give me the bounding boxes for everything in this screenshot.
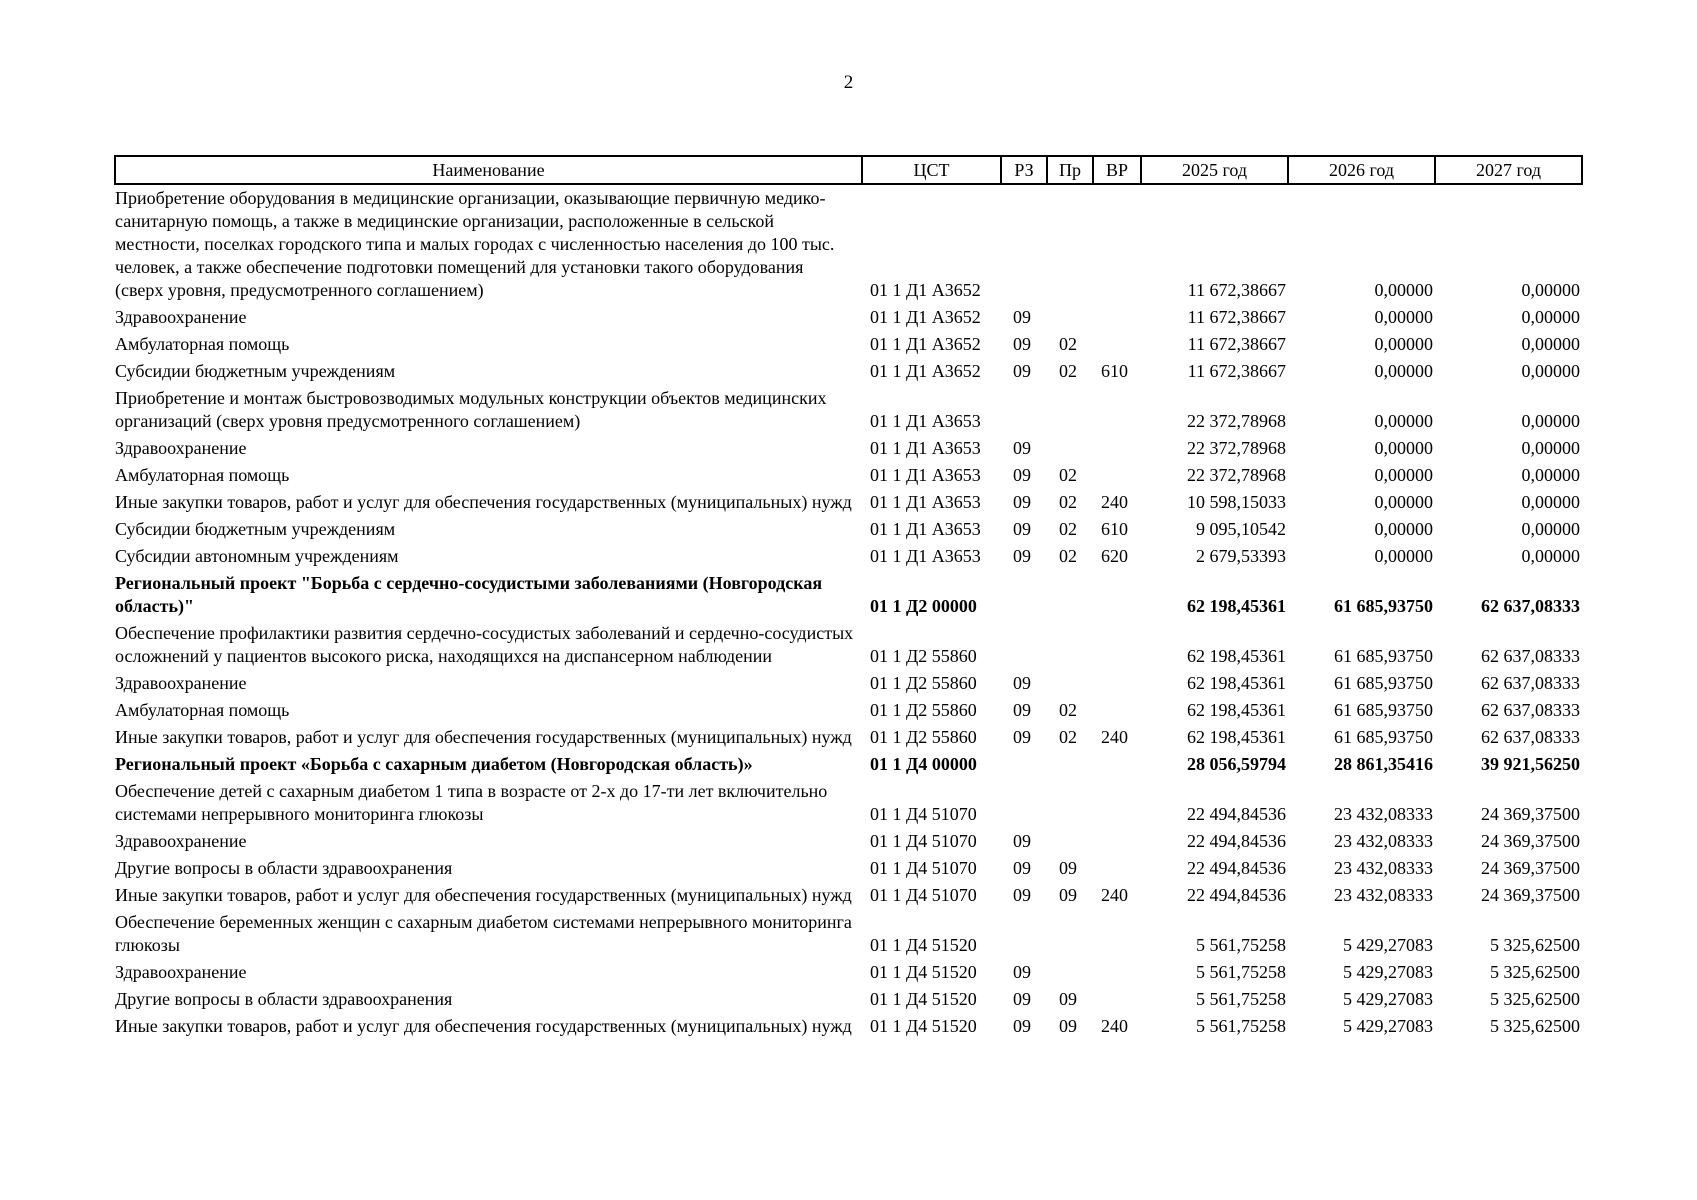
cell-name: Амбулаторная помощь bbox=[115, 334, 290, 354]
cell-cst: 01 1 Д4 51070 bbox=[870, 804, 977, 824]
cell-vr bbox=[1093, 670, 1141, 697]
cell-pr: 02 bbox=[1059, 465, 1077, 485]
cell-rz: 09 bbox=[1013, 885, 1031, 905]
cell-2026: 23 432,08333 bbox=[1334, 804, 1433, 824]
cell-rz: 09 bbox=[1013, 700, 1031, 720]
cell-name: Региональный проект "Борьба с сердечно-сосудистыми заболеваниями (Новгородская область)" bbox=[115, 573, 823, 616]
cell-2026: 0,00000 bbox=[1374, 411, 1433, 431]
cell-name: Амбулаторная помощь bbox=[115, 700, 290, 720]
cell-vr bbox=[1093, 184, 1141, 304]
cell-2026: 5 429,27083 bbox=[1343, 989, 1433, 1009]
cell-name: Другие вопросы в области здравоохранения bbox=[115, 858, 453, 878]
cell-cst: 01 1 Д1 А3653 bbox=[870, 546, 981, 566]
cell-vr bbox=[1093, 462, 1141, 489]
cell-2026: 61 685,93750 bbox=[1334, 673, 1433, 693]
table-row bbox=[115, 304, 1582, 331]
cell-rz: 09 bbox=[1013, 361, 1031, 381]
header-2027: 2027 год bbox=[1435, 156, 1582, 184]
cell-2026: 0,00000 bbox=[1374, 280, 1433, 300]
header-row bbox=[115, 156, 1582, 184]
cell-cst: 01 1 Д2 55860 bbox=[870, 727, 977, 747]
cell-2027: 62 637,08333 bbox=[1481, 727, 1580, 747]
cell-rz: 09 bbox=[1013, 307, 1031, 327]
cell-2027: 0,00000 bbox=[1521, 280, 1580, 300]
table-row bbox=[115, 882, 1582, 909]
cell-cst: 01 1 Д4 51520 bbox=[870, 989, 977, 1009]
header-2026: 2026 год bbox=[1288, 156, 1435, 184]
cell-cst: 01 1 Д4 51070 bbox=[870, 858, 977, 878]
cell-2027: 0,00000 bbox=[1521, 411, 1580, 431]
cell-cst: 01 1 Д1 А3652 bbox=[870, 334, 981, 354]
cell-pr: 02 bbox=[1059, 492, 1077, 512]
cell-2027: 0,00000 bbox=[1521, 307, 1580, 327]
cell-2025: 5 561,75258 bbox=[1196, 962, 1286, 982]
cell-cst: 01 1 Д2 55860 bbox=[870, 673, 977, 693]
cell-2025: 10 598,15033 bbox=[1187, 492, 1286, 512]
header-name: Наименование bbox=[115, 156, 862, 184]
table-row bbox=[115, 986, 1582, 1013]
cell-name: Иные закупки товаров, работ и услуг для обеспечения государственных (муниципальных) нужд bbox=[115, 1016, 852, 1036]
cell-cst: 01 1 Д1 А3653 bbox=[870, 438, 981, 458]
cell-2026: 61 685,93750 bbox=[1334, 727, 1433, 747]
cell-2026: 28 861,35416 bbox=[1334, 754, 1433, 774]
cell-2027: 24 369,37500 bbox=[1481, 858, 1580, 878]
cell-cst: 01 1 Д4 51520 bbox=[870, 935, 977, 955]
cell-2025: 5 561,75258 bbox=[1196, 935, 1286, 955]
table-header bbox=[115, 156, 1582, 184]
table-row bbox=[115, 620, 1582, 670]
table-row bbox=[115, 570, 1582, 620]
cell-2027: 62 637,08333 bbox=[1481, 646, 1580, 666]
cell-2027: 62 637,08333 bbox=[1481, 673, 1580, 693]
cell-2025: 62 198,45361 bbox=[1187, 673, 1286, 693]
cell-2027: 0,00000 bbox=[1521, 546, 1580, 566]
cell-name: Приобретение оборудования в медицинские организации, оказывающие первичную медико-санитарную помощь, а также в медицинские организации, расположенные в сельской местности, поселках городского типа и малых городах с численностью населения до 100 тыс. человек, а также обеспечение подготовки помещений для установки такого оборудования (сверх уровня, предусмотренного соглашением) bbox=[115, 188, 835, 300]
cell-vr bbox=[1093, 828, 1141, 855]
cell-vr: 240 bbox=[1101, 1016, 1128, 1036]
cell-2027: 5 325,62500 bbox=[1490, 935, 1580, 955]
page-number: 2 bbox=[843, 72, 854, 93]
cell-rz: 09 bbox=[1013, 334, 1031, 354]
cell-cst: 01 1 Д4 51070 bbox=[870, 831, 977, 851]
cell-2025: 22 372,78968 bbox=[1187, 438, 1286, 458]
cell-vr: 240 bbox=[1101, 885, 1128, 905]
cell-cst: 01 1 Д2 00000 bbox=[870, 596, 977, 616]
cell-vr bbox=[1093, 304, 1141, 331]
cell-rz: 09 bbox=[1013, 1016, 1031, 1036]
cell-pr bbox=[1047, 778, 1093, 828]
cell-name: Приобретение и монтаж быстровозводимых модульных конструкции объектов медицинских организаций (сверх уровня предусмотренного соглашением) bbox=[115, 388, 827, 431]
table-row bbox=[115, 724, 1582, 751]
cell-2027: 0,00000 bbox=[1521, 519, 1580, 539]
cell-2025: 22 494,84536 bbox=[1187, 885, 1286, 905]
cell-pr bbox=[1047, 570, 1093, 620]
table-row bbox=[115, 462, 1582, 489]
cell-2027: 0,00000 bbox=[1521, 492, 1580, 512]
table-row bbox=[115, 331, 1582, 358]
cell-2025: 62 198,45361 bbox=[1187, 700, 1286, 720]
cell-rz: 09 bbox=[1013, 858, 1031, 878]
cell-vr bbox=[1093, 331, 1141, 358]
cell-rz: 09 bbox=[1013, 989, 1031, 1009]
cell-2027: 39 921,56250 bbox=[1481, 754, 1580, 774]
header-2025: 2025 год bbox=[1141, 156, 1288, 184]
cell-rz bbox=[1001, 570, 1047, 620]
cell-2026: 0,00000 bbox=[1374, 307, 1433, 327]
cell-rz: 09 bbox=[1013, 831, 1031, 851]
cell-vr bbox=[1093, 778, 1141, 828]
cell-pr: 02 bbox=[1059, 519, 1077, 539]
table-body bbox=[115, 184, 1582, 1040]
table-row bbox=[115, 778, 1582, 828]
cell-vr bbox=[1093, 620, 1141, 670]
cell-vr bbox=[1093, 986, 1141, 1013]
cell-cst: 01 1 Д4 51520 bbox=[870, 1016, 977, 1036]
cell-pr bbox=[1047, 385, 1093, 435]
cell-2026: 0,00000 bbox=[1374, 519, 1433, 539]
table-row bbox=[115, 385, 1582, 435]
cell-name: Здравоохранение bbox=[115, 438, 247, 458]
cell-2025: 22 372,78968 bbox=[1187, 465, 1286, 485]
table-row bbox=[115, 697, 1582, 724]
cell-name: Иные закупки товаров, работ и услуг для обеспечения государственных (муниципальных) нужд bbox=[115, 492, 852, 512]
cell-2026: 0,00000 bbox=[1374, 438, 1433, 458]
cell-name: Амбулаторная помощь bbox=[115, 465, 290, 485]
cell-2025: 22 494,84536 bbox=[1187, 804, 1286, 824]
cell-pr: 02 bbox=[1059, 546, 1077, 566]
table-row bbox=[115, 855, 1582, 882]
cell-2026: 0,00000 bbox=[1374, 492, 1433, 512]
cell-2025: 5 561,75258 bbox=[1196, 989, 1286, 1009]
cell-2026: 0,00000 bbox=[1374, 465, 1433, 485]
table-row bbox=[115, 184, 1582, 304]
table-row bbox=[115, 358, 1582, 385]
cell-2026: 0,00000 bbox=[1374, 546, 1433, 566]
cell-2025: 2 679,53393 bbox=[1196, 546, 1286, 566]
cell-name: Здравоохранение bbox=[115, 673, 247, 693]
cell-name: Региональный проект «Борьба с сахарным диабетом (Новгородская область)» bbox=[115, 754, 753, 774]
cell-vr bbox=[1093, 909, 1141, 959]
cell-cst: 01 1 Д4 51070 bbox=[870, 885, 977, 905]
cell-vr: 610 bbox=[1101, 519, 1128, 539]
cell-cst: 01 1 Д1 А3652 bbox=[870, 361, 981, 381]
cell-pr bbox=[1047, 620, 1093, 670]
cell-2026: 5 429,27083 bbox=[1343, 962, 1433, 982]
cell-cst: 01 1 Д1 А3652 bbox=[870, 280, 981, 300]
cell-rz: 09 bbox=[1013, 727, 1031, 747]
cell-vr bbox=[1093, 959, 1141, 986]
cell-vr: 240 bbox=[1101, 492, 1128, 512]
table-row bbox=[115, 751, 1582, 778]
cell-rz: 09 bbox=[1013, 962, 1031, 982]
budget-table bbox=[114, 155, 1583, 1040]
cell-2026: 5 429,27083 bbox=[1343, 935, 1433, 955]
cell-rz bbox=[1001, 778, 1047, 828]
header-vr: ВР bbox=[1093, 156, 1141, 184]
cell-2027: 24 369,37500 bbox=[1481, 831, 1580, 851]
cell-2025: 28 056,59794 bbox=[1187, 754, 1286, 774]
cell-pr: 09 bbox=[1059, 885, 1077, 905]
cell-vr: 240 bbox=[1101, 727, 1128, 747]
cell-vr bbox=[1093, 385, 1141, 435]
header-cst: ЦСТ bbox=[862, 156, 1001, 184]
cell-2025: 5 561,75258 bbox=[1196, 1016, 1286, 1036]
cell-2025: 11 672,38667 bbox=[1187, 361, 1286, 381]
cell-2026: 5 429,27083 bbox=[1343, 1016, 1433, 1036]
cell-pr bbox=[1047, 184, 1093, 304]
cell-pr: 02 bbox=[1059, 361, 1077, 381]
cell-cst: 01 1 Д2 55860 bbox=[870, 646, 977, 666]
header-rz: РЗ bbox=[1001, 156, 1047, 184]
cell-2027: 0,00000 bbox=[1521, 361, 1580, 381]
cell-2027: 0,00000 bbox=[1521, 438, 1580, 458]
cell-vr: 610 bbox=[1101, 361, 1128, 381]
cell-pr bbox=[1047, 751, 1093, 778]
cell-2025: 62 198,45361 bbox=[1187, 596, 1286, 616]
cell-cst: 01 1 Д4 51520 bbox=[870, 962, 977, 982]
cell-2026: 0,00000 bbox=[1374, 334, 1433, 354]
cell-2027: 0,00000 bbox=[1521, 334, 1580, 354]
cell-pr: 09 bbox=[1059, 858, 1077, 878]
cell-2025: 22 494,84536 bbox=[1187, 858, 1286, 878]
cell-2025: 11 672,38667 bbox=[1187, 280, 1286, 300]
cell-cst: 01 1 Д1 А3652 bbox=[870, 307, 981, 327]
table-row bbox=[115, 909, 1582, 959]
cell-2027: 5 325,62500 bbox=[1490, 962, 1580, 982]
cell-2027: 24 369,37500 bbox=[1481, 804, 1580, 824]
cell-cst: 01 1 Д2 55860 bbox=[870, 700, 977, 720]
cell-pr bbox=[1047, 959, 1093, 986]
cell-2026: 61 685,93750 bbox=[1334, 700, 1433, 720]
cell-cst: 01 1 Д1 А3653 bbox=[870, 411, 981, 431]
cell-pr: 02 bbox=[1059, 727, 1077, 747]
cell-2025: 11 672,38667 bbox=[1187, 334, 1286, 354]
cell-2026: 23 432,08333 bbox=[1334, 885, 1433, 905]
cell-2027: 62 637,08333 bbox=[1481, 700, 1580, 720]
cell-2027: 0,00000 bbox=[1521, 465, 1580, 485]
cell-2025: 22 494,84536 bbox=[1187, 831, 1286, 851]
cell-name: Иные закупки товаров, работ и услуг для обеспечения государственных (муниципальных) нужд bbox=[115, 727, 852, 747]
cell-cst: 01 1 Д4 00000 bbox=[870, 754, 977, 774]
cell-name: Субсидии автономным учреждениям bbox=[115, 546, 399, 566]
cell-rz bbox=[1001, 751, 1047, 778]
cell-rz: 09 bbox=[1013, 519, 1031, 539]
cell-name: Обеспечение профилактики развития сердечно-сосудистых заболеваний и сердечно-сосудистых осложнений у пациентов высокого риска, находящихся на диспансерном наблюдении bbox=[115, 623, 854, 666]
cell-name: Обеспечение детей с сахарным диабетом 1 типа в возрасте от 2-х до 17-ти лет включительно системами непрерывного мониторинга глюкозы bbox=[115, 781, 828, 824]
table-row bbox=[115, 489, 1582, 516]
cell-name: Здравоохранение bbox=[115, 962, 247, 982]
header-pr: Пр bbox=[1047, 156, 1093, 184]
cell-pr bbox=[1047, 304, 1093, 331]
cell-pr bbox=[1047, 670, 1093, 697]
cell-cst: 01 1 Д1 А3653 bbox=[870, 519, 981, 539]
table-row bbox=[115, 516, 1582, 543]
cell-2027: 5 325,62500 bbox=[1490, 1016, 1580, 1036]
cell-2027: 5 325,62500 bbox=[1490, 989, 1580, 1009]
table-row bbox=[115, 959, 1582, 986]
cell-2026: 61 685,93750 bbox=[1334, 596, 1433, 616]
cell-rz: 09 bbox=[1013, 546, 1031, 566]
cell-pr: 02 bbox=[1059, 700, 1077, 720]
cell-name: Другие вопросы в области здравоохранения bbox=[115, 989, 453, 1009]
cell-cst: 01 1 Д1 А3653 bbox=[870, 492, 981, 512]
cell-name: Здравоохранение bbox=[115, 831, 247, 851]
cell-2025: 62 198,45361 bbox=[1187, 646, 1286, 666]
cell-2026: 23 432,08333 bbox=[1334, 858, 1433, 878]
cell-2027: 24 369,37500 bbox=[1481, 885, 1580, 905]
cell-2025: 22 372,78968 bbox=[1187, 411, 1286, 431]
cell-name: Субсидии бюджетным учреждениям bbox=[115, 361, 396, 381]
cell-name: Иные закупки товаров, работ и услуг для обеспечения государственных (муниципальных) нужд bbox=[115, 885, 852, 905]
cell-rz: 09 bbox=[1013, 438, 1031, 458]
cell-2027: 62 637,08333 bbox=[1481, 596, 1580, 616]
cell-name: Обеспечение беременных женщин с сахарным диабетом системами непрерывного мониторинга глюкозы bbox=[115, 912, 852, 955]
cell-pr: 02 bbox=[1059, 334, 1077, 354]
cell-name: Субсидии бюджетным учреждениям bbox=[115, 519, 396, 539]
cell-pr bbox=[1047, 435, 1093, 462]
cell-pr: 09 bbox=[1059, 1016, 1077, 1036]
cell-rz: 09 bbox=[1013, 492, 1031, 512]
cell-2026: 23 432,08333 bbox=[1334, 831, 1433, 851]
cell-2026: 0,00000 bbox=[1374, 361, 1433, 381]
table-row bbox=[115, 670, 1582, 697]
table-row bbox=[115, 543, 1582, 570]
cell-vr bbox=[1093, 751, 1141, 778]
cell-rz: 09 bbox=[1013, 673, 1031, 693]
cell-pr bbox=[1047, 828, 1093, 855]
cell-name: Здравоохранение bbox=[115, 307, 247, 327]
cell-2025: 62 198,45361 bbox=[1187, 727, 1286, 747]
cell-pr bbox=[1047, 909, 1093, 959]
table-row bbox=[115, 1013, 1582, 1040]
cell-rz bbox=[1001, 620, 1047, 670]
cell-vr: 620 bbox=[1101, 546, 1128, 566]
cell-rz: 09 bbox=[1013, 465, 1031, 485]
table-row bbox=[115, 435, 1582, 462]
cell-cst: 01 1 Д1 А3653 bbox=[870, 465, 981, 485]
cell-vr bbox=[1093, 435, 1141, 462]
cell-pr: 09 bbox=[1059, 989, 1077, 1009]
cell-2025: 11 672,38667 bbox=[1187, 307, 1286, 327]
cell-vr bbox=[1093, 570, 1141, 620]
cell-2026: 61 685,93750 bbox=[1334, 646, 1433, 666]
table-row bbox=[115, 828, 1582, 855]
cell-vr bbox=[1093, 855, 1141, 882]
cell-rz bbox=[1001, 385, 1047, 435]
cell-vr bbox=[1093, 697, 1141, 724]
cell-2025: 9 095,10542 bbox=[1196, 519, 1286, 539]
cell-rz bbox=[1001, 909, 1047, 959]
cell-rz bbox=[1001, 184, 1047, 304]
